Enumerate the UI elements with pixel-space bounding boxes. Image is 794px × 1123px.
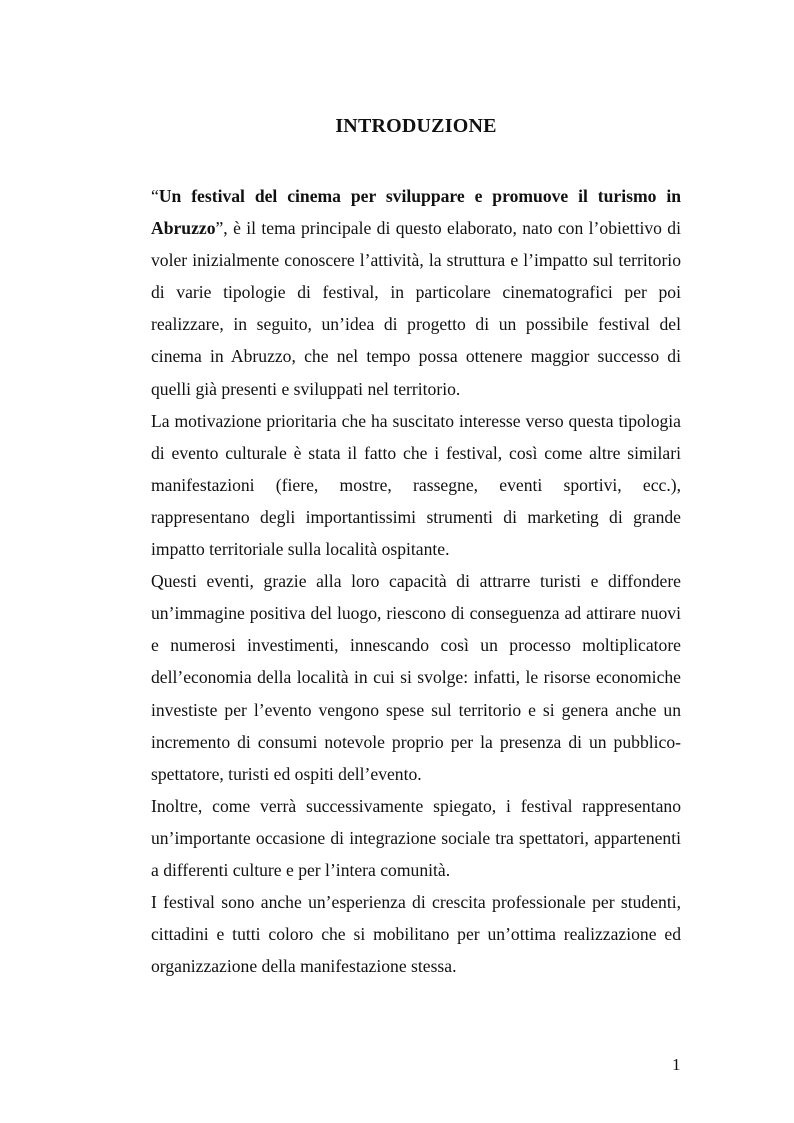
paragraph-1 [151,180,681,405]
page-title: INTRODUZIONE [335,115,497,137]
paragraph-1-text: ”, è il tema principale di questo elaborato, nato con l’obiettivo di voler inizialmente conoscere l’attività, la struttura e l’impatto sul territorio di varie tipologie di festival, in particolare cinematografici per poi realizzare, in seguito, un’idea di progetto di un possibile festival del cinema in Abruzzo, che nel tempo possa ottenere maggior successo di quelli già presenti e sviluppati nel territorio. [151,218,681,399]
opening-quote: “ [151,186,159,206]
page-number: 1 [672,1055,681,1074]
paragraph-5: I festival sono anche un’esperienza di crescita professionale per studenti, cittadini e tutti coloro che si mobilitano per un’ottima realizzazione ed organizzazione della manifestazione stessa. [151,892,681,977]
body-text [151,180,681,982]
paragraph-2: La motivazione prioritaria che ha suscitato interesse verso questa tipologia di evento culturale è stata il fatto che i festival, così come altre similari manifestazioni (fiere, mostre, rassegne, eventi sportivi, ecc.), rappresentano degli importantissimi strumenti di marketing di grande impatto territoriale sulla località ospitante. [151,410,681,560]
paragraph-4: Inoltre, come verrà successivamente spiegato, i festival rappresentano un’importante occasione di integrazione sociale tra spettatori, appartenenti a differenti culture e per l’intera comunità. [151,795,681,880]
paragraph-3: Questi eventi, grazie alla loro capacità di attrarre turisti e diffondere un’immagine positiva del luogo, riescono di conseguenza ad attirare nuovi e numerosi investimenti, innescando così un processo moltiplicatore dell’economia della località in cui si svolge: infatti, le risorse economiche investiste per l’evento vengono spese sul territorio e si genera anche un incremento di consumi notevole proprio per la presenza di un pubblico-spettatore, turisti ed ospiti dell’evento. [151,571,681,784]
thesis-theme-bold: Un festival del cinema per sviluppare e promuove il turismo in Abruzzo [151,186,681,239]
